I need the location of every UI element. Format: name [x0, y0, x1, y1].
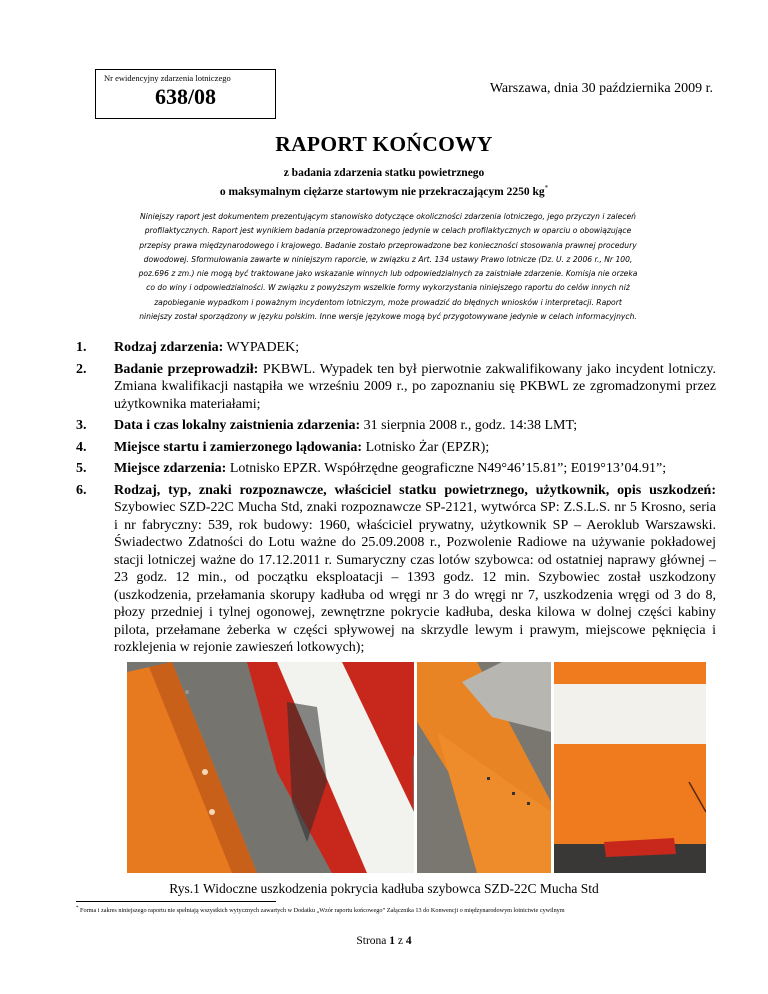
item-number: 2. — [76, 361, 87, 377]
damage-photo-left — [127, 662, 414, 873]
item-label: Data i czas lokalny zaistnienia zdarzenia: — [114, 418, 361, 433]
subtitle-line-2 — [0, 181, 768, 200]
record-number-box — [95, 69, 276, 119]
disclaimer-line: dowodowej. Sformułowania zawarte w niniejszym raporcie, w związku z Art. 134 ustawy Prawo lotnicze (Dz. U. z 2006 r., Nr 100, — [143, 254, 633, 264]
item-investigator — [76, 361, 716, 414]
item-label: Miejsce startu i zamierzonego lądowania: — [114, 439, 363, 455]
subtitle-line-1: z badania zdarzenia statku powietrznego — [283, 167, 485, 179]
figure-caption: Rys.1 Widoczne uszkodzenia pokrycia kadłuba szybowca SZD-22C Mucha Std — [169, 881, 599, 896]
disclaimer-line: niniejszy został sporządzony w języku polskim. Inne wersje językowe mogą być przygotowywane jedynie w celach informacyjnych. — [139, 312, 637, 322]
item-label: Rodzaj, typ, znaki rozpoznawcze, właściciel statku powietrznego, użytkownik, opis uszkodzeń: — [114, 482, 716, 498]
footnote-ref: * — [544, 184, 549, 192]
item-number: 4. — [76, 439, 87, 455]
subtitle-line-2-text: o maksymalnym ciężarze startowym nie przekraczającym 2250 kg — [219, 185, 545, 198]
page-number — [0, 935, 768, 947]
disclaimer-line: profilaktycznych. Raport jest wynikiem badania przeprowadzonego jedynie w celach profilaktycznych w oparciu o obowiązujące — [144, 226, 632, 236]
page-total: 4 — [405, 935, 412, 947]
item-number: 5. — [76, 461, 87, 476]
item-departure-place — [76, 439, 716, 457]
footnote-marker: * — [76, 906, 79, 911]
disclaimer — [118, 210, 658, 324]
disclaimer-line: zapobieganie wypadkom i poważnym incydentom lotniczym, może prowadzić do błędnych wniosków i interpretacji. Raport — [154, 297, 622, 307]
damage-photo-right — [554, 662, 706, 873]
page-current: 1 — [389, 935, 396, 947]
footnote-divider — [76, 901, 276, 902]
damage-photos — [127, 662, 707, 873]
disclaimer-line: co do winy i odpowiedzialności. W związku z powyższym wszelkie formy wykorzystania niniejszego raportu do celów innych niż — [146, 283, 630, 293]
disclaimer-line: przepisy prawa międzynarodowego i krajowego. Badanie zostało przeprowadzone bez konieczności stosowania prawnej procedury — [139, 240, 637, 250]
item-event-type — [76, 339, 716, 357]
item-number: 3. — [76, 418, 87, 433]
item-value: PKBWL. Wypadek ten był pierwotnie zakwalifikowany jako incydent lotniczy. Zmiana kwalifikacji nastąpiła we wrześniu 2009 r., po zapoznaniu się PKBWL ze zgromadzonymi przez użytkownika materiałami; — [114, 361, 716, 412]
item-value: WYPADEK; — [223, 340, 300, 355]
item-value: Lotnisko EPZR. Współrzędne geograficzne N49°46’15.81”; E019°13’04.91”; — [226, 461, 667, 476]
item-aircraft-details — [76, 482, 716, 657]
footnote — [76, 906, 565, 914]
footnote-text: Forma i zakres niniejszego raportu nie spełniają wszystkich wytycznych zawartych w Dodatku „Wzór raportu końcowego” Załącznika 13 do Konwencji o międzynarodowym lotnictwie cywilnym — [80, 907, 565, 915]
disclaimer-line: poz.696 z zm.) nie mogą być traktowane jako wskazanie winnych lub odpowiedzialnych za zaistniałe zdarzenie. Komisja nie orzeka — [138, 269, 638, 279]
item-value: Lotnisko Żar (EPZR); — [362, 439, 490, 455]
page-prefix: Strona — [356, 935, 390, 947]
item-number: 6. — [76, 482, 87, 498]
disclaimer-line: Niniejszy raport jest dokumentem prezentującym stanowisko dotyczące okoliczności zdarzenia lotniczego, jego przyczyn i zaleceń — [140, 212, 636, 221]
item-number: 1. — [76, 340, 87, 355]
item-value: 31 sierpnia 2008 r., godz. 14:38 LMT; — [360, 418, 578, 433]
item-value: Szybowiec SZD-22C Mucha Std, znaki rozpoznawcze SP-2121, wytwórca SP: Z.S.L.S. nr 5 Krosno, seria i nr fabryczny: 539, rok budowy: 1960, właściciel prywatny, użytkownik SP – Aeroklub Warszawski. Świadectwo Zdatności do Lotu ważne do 25.09.2008 r., Pozwolenie Radiowe na używanie pokładowej stacji lotniczej ważne do 17.12.2011 r. Sumaryczny czas lotów szybowca: od ostatniej naprawy głównej – 23 godz. 12 min., od początku eksploatacji – 1393 godz. 12 min. Szybowiec został uszkodzony (uszkodzenia, przełamania skorupy kadłuba od wręgi nr 3 do wręgi nr 7, uszkodzenia wręgi od 3 do 8, płozy przedniej i tylnej ogonowej, zewnętrzne pokrycie kadłuba, deska kilowa w dolnej części kabiny pilota, przełamane żeberka w części spływowej na skrzydle lewym i prawym, miejscowe pęknięcia i rozklejenia w rejonie zawieszeń lotkowych); — [114, 500, 716, 655]
item-date-time — [76, 417, 716, 435]
place-date: Warszawa, dnia 30 października 2009 r. — [489, 81, 713, 96]
page-separator: z — [395, 935, 406, 947]
report-items — [76, 339, 716, 661]
report-subtitle — [0, 166, 768, 200]
item-label: Miejsce zdarzenia: — [114, 461, 227, 476]
item-label: Rodzaj zdarzenia: — [114, 340, 224, 355]
report-title: RAPORT KOŃCOWY — [275, 132, 493, 156]
item-event-place — [76, 460, 716, 478]
item-label: Badanie przeprowadził: — [114, 361, 259, 377]
record-number-label: Nr ewidencyjny zdarzenia lotniczego — [104, 73, 231, 83]
damage-photo-middle — [417, 662, 551, 873]
record-number: 638/08 — [154, 84, 217, 109]
